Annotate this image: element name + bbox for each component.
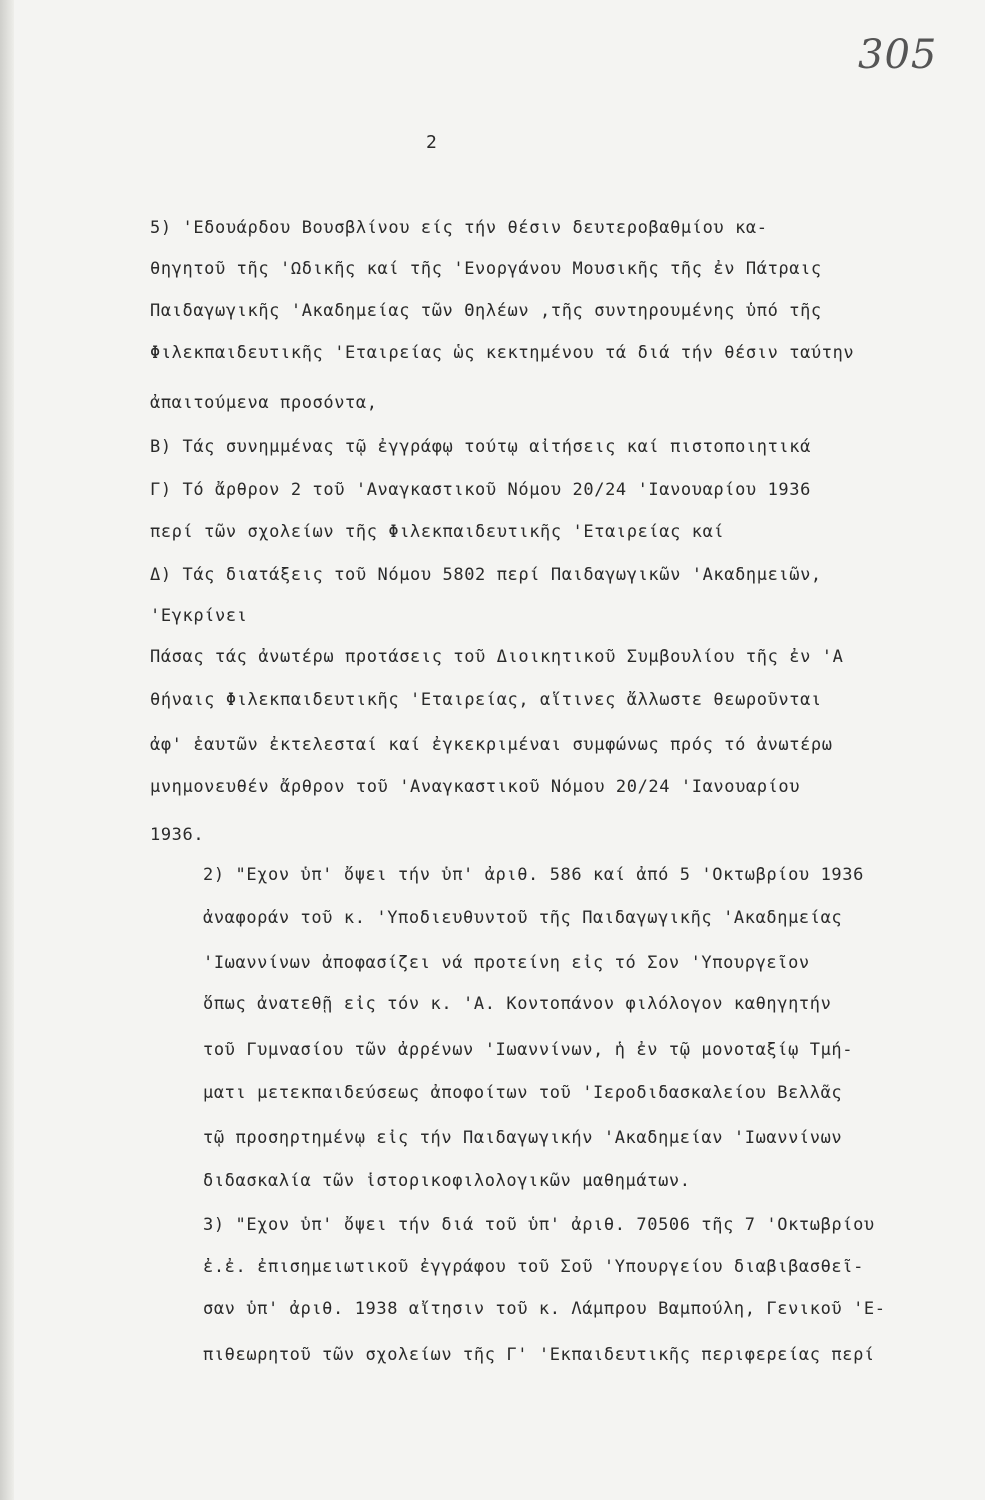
text-line: Γ) Τό ἄρθρον 2 τοῦ 'Αναγκαστικοῦ Νόμου 20/24 'Ιανουαρίου 1936: [150, 480, 811, 500]
text-line: Παιδαγωγικῆς 'Ακαδημείας τῶν Θηλέων ,τῆς συντηρουμένης ὑπό τῆς: [150, 301, 822, 321]
text-line: περί τῶν σχολείων τῆς Φιλεκπαιδευτικῆς 'Εταιρείας καί: [150, 522, 725, 542]
page-edge: [0, 0, 14, 1500]
text-line: διδασκαλία τῶν ἱστορικοφιλολογικῶν μαθημάτων.: [203, 1171, 691, 1191]
text-line: θήναις Φιλεκπαιδευτικῆς 'Εταιρείας, αἵτινες ἄλλωστε θεωροῦνται: [150, 690, 822, 710]
text-line: θηγητοῦ τῆς 'Ωδικῆς καί τῆς 'Ενοργάνου Μουσικῆς τῆς ἐν Πάτραις: [150, 259, 822, 279]
text-line: Δ) Τάς διατάξεις τοῦ Νόμου 5802 περί Παιδαγωγικῶν 'Ακαδημειῶν,: [150, 565, 822, 585]
text-line: 3) "Εχον ὑπ' ὄψει τήν διά τοῦ ὑπ' ἀριθ. 70506 τῆς 7 'Οκτωβρίου: [203, 1215, 875, 1235]
text-line: ἀπαιτούμενα προσόντα,: [150, 393, 378, 413]
text-line: ματι μετεκπαιδεύσεως ἀποφοίτων τοῦ 'Ιεροδιδασκαλείου Βελλᾶς: [203, 1083, 843, 1103]
text-line: Φιλεκπαιδευτικῆς 'Εταιρείας ὡς κεκτημένου τά διά τήν θέσιν ταύτην: [150, 343, 855, 363]
text-line: τῷ προσηρτημένῳ εἰς τήν Παιδαγωγικήν 'Ακαδημείαν 'Ιωαννίνων: [203, 1128, 843, 1148]
text-line: τοῦ Γυμνασίου τῶν ἀρρένων 'Ιωαννίνων, ἡ ἐν τῷ μονοταξίῳ Τμή-: [203, 1040, 854, 1060]
text-line: μνημονευθέν ἄρθρον τοῦ 'Αναγκαστικοῦ Νόμου 20/24 'Ιανουαρίου: [150, 777, 801, 797]
text-line: ἐ.ἐ. ἐπισημειωτικοῦ ἐγγράφου τοῦ Σοῦ 'Υπουργείου διαβιβασθεῖ-: [203, 1257, 864, 1277]
text-line: 'Εγκρίνει: [150, 606, 248, 626]
page-number: 2: [426, 132, 437, 153]
text-line: Πάσας τάς ἀνωτέρω προτάσεις τοῦ Διοικητικοῦ Συμβουλίου τῆς ἐν 'Α: [150, 647, 844, 667]
text-line: 1936.: [150, 825, 205, 845]
text-line: ἀφ' ἑαυτῶν ἐκτελεσταί καί ἐγκεκριμέναι συμφώνως πρός τό ἀνωτέρω: [150, 735, 833, 755]
text-line: 5) 'Εδουάρδου Βουσβλίνου είς τήν θέσιν δευτεροβαθμίου κα-: [150, 218, 768, 238]
handwritten-page-stamp: 305: [858, 32, 938, 78]
text-line: πιθεωρητοῦ τῶν σχολείων τῆς Γ' 'Εκπαιδευτικῆς περιφερείας περί: [203, 1345, 875, 1365]
text-line: ὅπως ἀνατεθῇ εἰς τόν κ. 'Α. Κοντοπάνον φιλόλογον καθηγητήν: [203, 994, 832, 1014]
text-line: ἀναφοράν τοῦ κ. 'Υποδιευθυντοῦ τῆς Παιδαγωγικῆς 'Ακαδημείας: [203, 908, 843, 928]
text-line: 'Ιωαννίνων ἀποφασίζει νά προτείνη εἰς τό Σον 'Υπουργεῖον: [203, 953, 810, 973]
text-line: 2) "Εχον ὑπ' ὄψει τήν ὑπ' ἀριθ. 586 καί ἀπό 5 'Οκτωβρίου 1936: [203, 865, 864, 885]
text-line: σαν ὑπ' ἀριθ. 1938 αἴτησιν τοῦ κ. Λάμπρου Βαμπούλη, Γενικοῦ 'Ε-: [203, 1299, 886, 1319]
text-line: Β) Τάς συνημμένας τῷ ἐγγράφῳ τούτῳ αἰτήσεις καί πιστοποιητικά: [150, 437, 811, 457]
